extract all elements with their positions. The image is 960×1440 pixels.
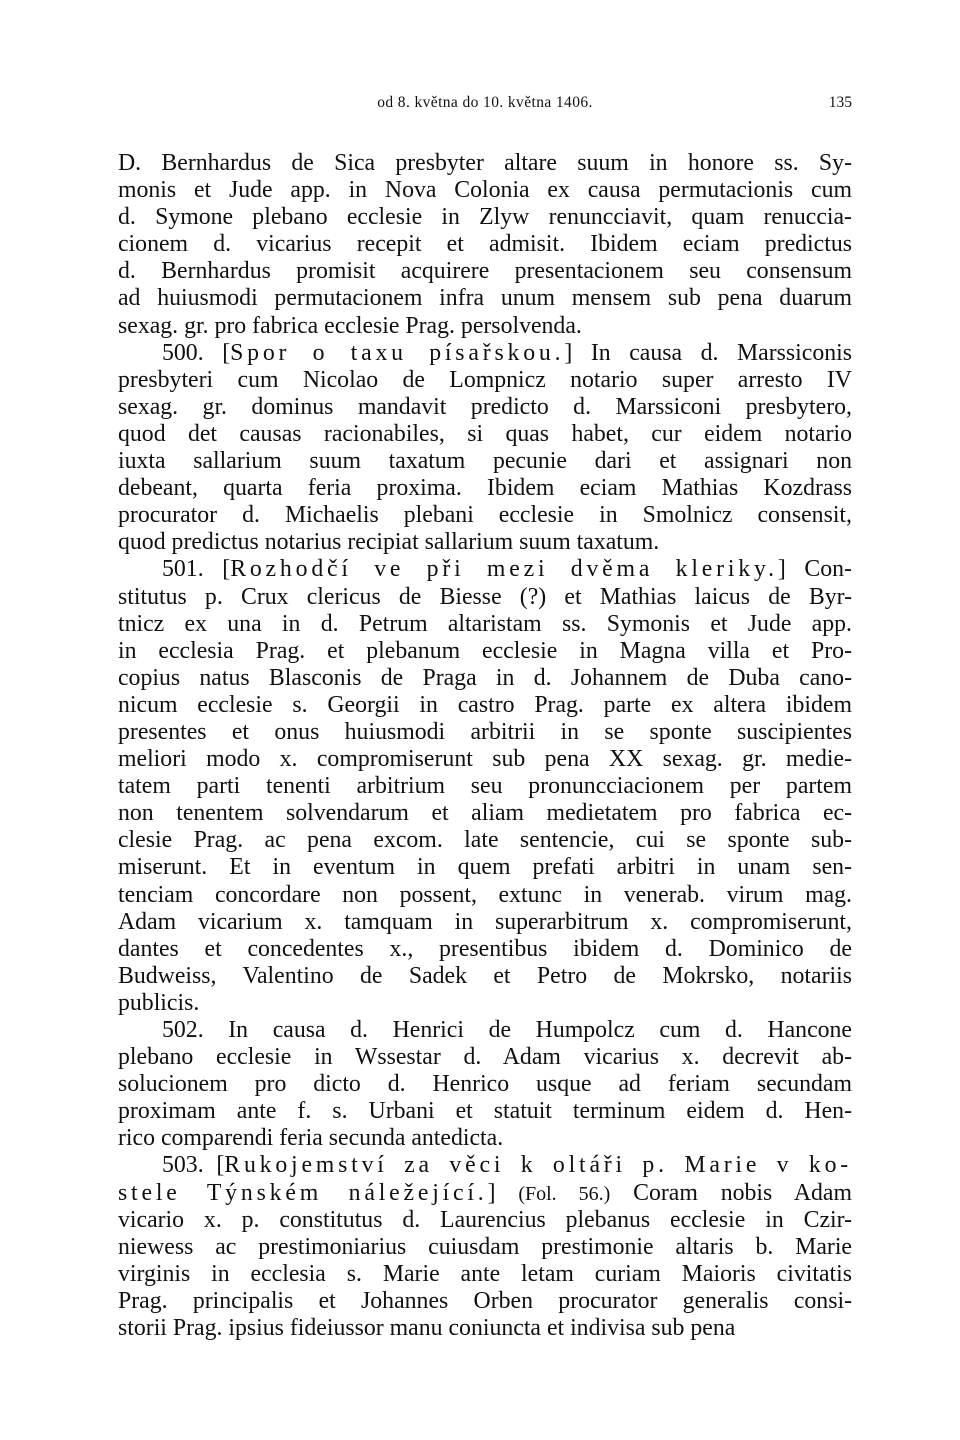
text-line bbox=[118, 367, 852, 394]
text-segment: vicario x. p. constitutus d. Laurencius plebanus ecclesie in Czir- bbox=[118, 1206, 852, 1233]
text-line bbox=[118, 1207, 852, 1234]
text-line bbox=[118, 313, 852, 340]
text-segment: 500. [ bbox=[162, 339, 231, 366]
text-line bbox=[118, 1125, 852, 1152]
text-segment: solucionem pro dicto d. Henrico usque ad feriam secundam bbox=[118, 1071, 852, 1098]
text-segment: tatem parti tenenti arbitrium seu pronuncciacionem per partem bbox=[118, 773, 852, 800]
text-line bbox=[118, 1098, 852, 1125]
text-line bbox=[118, 584, 852, 611]
text-segment: presbyteri cum Nicolao de Lompnicz notario super arresto IV bbox=[118, 366, 852, 393]
text-segment: D. Bernhardus de Sica presbyter altare suum in honore ss. Sy- bbox=[118, 150, 852, 176]
running-title: od 8. května do 10. května 1406. bbox=[377, 94, 593, 111]
text-segment: ] In causa d. Marssiconis bbox=[564, 339, 852, 366]
text-segment: 501. [ bbox=[162, 556, 231, 583]
text-line bbox=[118, 204, 852, 231]
text-line bbox=[118, 421, 852, 448]
text-line bbox=[118, 1071, 852, 1098]
text-segment: Adam vicarium x. tamquam in superarbitrum x. compromiserunt, bbox=[118, 908, 852, 935]
text-line bbox=[118, 448, 852, 475]
document-body bbox=[118, 150, 852, 1342]
text-line bbox=[118, 340, 852, 367]
text-segment: iuxta sallarium suum taxatum pecunie dari et assignari non bbox=[118, 448, 852, 475]
text-line bbox=[118, 936, 852, 963]
text-line bbox=[118, 827, 852, 854]
text-line bbox=[118, 611, 852, 638]
text-segment: meliori modo x. compromiserunt sub pena XX sexag. gr. medie- bbox=[118, 746, 852, 773]
text-line bbox=[118, 692, 852, 719]
text-line bbox=[118, 285, 852, 312]
text-segment: storii Prag. ipsius fideiussor manu coniuncta et indivisa sub pena bbox=[118, 1315, 736, 1342]
text-segment: miserunt. Et in eventum in quem prefati arbitri in unam sen- bbox=[118, 854, 852, 881]
page-number: 135 bbox=[828, 94, 852, 111]
text-line bbox=[118, 773, 852, 800]
text-line bbox=[118, 882, 852, 909]
text-line bbox=[118, 556, 852, 583]
text-segment: in ecclesia Prag. et plebanum ecclesie in Magna villa et Pro- bbox=[118, 637, 852, 664]
text-line bbox=[118, 638, 852, 665]
text-segment: d. Bernhardus promisit acquirere presentacionem seu consensum bbox=[118, 258, 852, 285]
text-line bbox=[118, 150, 852, 177]
text-segment: plebano ecclesie in Wssestar d. Adam vicarius x. decrevit ab- bbox=[118, 1044, 852, 1071]
text-line bbox=[118, 719, 852, 746]
folio-note: (Fol. 56.) bbox=[518, 1182, 611, 1205]
text-line bbox=[118, 1315, 852, 1342]
text-line bbox=[118, 990, 852, 1017]
text-segment: sexag. gr. pro fabrica ecclesie Prag. persolvenda. bbox=[118, 312, 582, 339]
text-segment: debeant, quarta feria proxima. Ibidem eciam Mathias Kozdrass bbox=[118, 475, 852, 502]
spaced-heading: Rukojemství za věci k oltáři p. Marie v ko- bbox=[224, 1152, 852, 1179]
text-segment: non tenentem solvendarum et aliam medietatem pro fabrica ec- bbox=[118, 800, 852, 827]
text-line bbox=[118, 529, 852, 556]
text-segment: quod det causas racionabiles, si quas habet, cur eidem notario bbox=[118, 420, 852, 447]
text-line bbox=[118, 475, 852, 502]
text-line bbox=[118, 1180, 852, 1207]
text-segment: Budweiss, Valentino de Sadek et Petro de Mokrsko, notariis bbox=[118, 962, 852, 989]
text-line bbox=[118, 394, 852, 421]
text-line bbox=[118, 1017, 852, 1044]
text-segment: 503. [ bbox=[162, 1152, 225, 1179]
text-line bbox=[118, 1044, 852, 1071]
text-line bbox=[118, 665, 852, 692]
text-segment: presentes et onus huiusmodi arbitrii in se sponte suscipientes bbox=[118, 718, 852, 745]
text-segment: Coram nobis Adam bbox=[610, 1179, 852, 1206]
text-segment: proximam ante f. s. Urbani et statuit terminum eidem d. Hen- bbox=[118, 1098, 852, 1125]
text-segment: stitutus p. Crux clericus de Biesse (?) et Mathias laicus de Byr- bbox=[118, 583, 852, 610]
text-line bbox=[118, 177, 852, 204]
text-line bbox=[118, 746, 852, 773]
text-segment: cionem d. vicarius recepit et admisit. Ibidem eciam predictus bbox=[118, 231, 852, 258]
text-segment: d. Symone plebano ecclesie in Zlyw renuncciavit, quam renuccia- bbox=[118, 204, 852, 231]
text-segment: dantes et concedentes x., presentibus ibidem d. Dominico de bbox=[118, 935, 852, 962]
text-segment: rico comparendi feria secunda antedicta. bbox=[118, 1125, 504, 1152]
text-segment: tenciam concordare non possent, extunc in venerab. virum mag. bbox=[118, 881, 852, 908]
text-line bbox=[118, 231, 852, 258]
text-segment: procurator d. Michaelis plebani ecclesie in Smolnicz consensit, bbox=[118, 502, 852, 529]
text-line bbox=[118, 258, 852, 285]
text-segment: 502. In causa d. Henrici de Humpolcz cum d. Hancone bbox=[162, 1017, 852, 1043]
text-segment: ] bbox=[487, 1179, 519, 1206]
text-segment: sexag. gr. dominus mandavit predicto d. Marssiconi presbytero, bbox=[118, 393, 852, 420]
text-line bbox=[118, 800, 852, 827]
text-segment: tnicz ex una in d. Petrum altaristam ss. Symonis et Jude app. bbox=[118, 610, 852, 637]
text-segment: copius natus Blasconis de Praga in d. Johannem de Duba cano- bbox=[118, 664, 852, 691]
text-line bbox=[118, 1152, 852, 1179]
text-segment: publicis. bbox=[118, 989, 200, 1016]
text-line bbox=[118, 963, 852, 990]
text-segment: Prag. principalis et Johannes Orben procurator generalis consi- bbox=[118, 1287, 852, 1314]
text-segment: ad huiusmodi permutacionem infra unum mensem sub pena duarum bbox=[118, 285, 852, 312]
text-segment: clesie Prag. ac pena excom. late sentencie, cui se sponte sub- bbox=[118, 827, 852, 854]
spaced-heading: Rozhodčí ve při mezi dvěma kleriky. bbox=[230, 556, 778, 583]
text-line bbox=[118, 854, 852, 881]
spaced-heading: Spor o taxu písařskou. bbox=[230, 339, 565, 366]
text-segment: virginis in ecclesia s. Marie ante letam curiam Maioris civitatis bbox=[118, 1260, 852, 1287]
text-segment: quod predictus notarius recipiat sallarium suum taxatum. bbox=[118, 529, 660, 556]
text-line bbox=[118, 1288, 852, 1315]
text-line bbox=[118, 1234, 852, 1261]
text-line bbox=[118, 1261, 852, 1288]
text-line bbox=[118, 502, 852, 529]
text-segment: nicum ecclesie s. Georgii in castro Prag. parte ex altera ibidem bbox=[118, 691, 852, 718]
text-segment: ] Con- bbox=[777, 556, 852, 583]
text-segment: monis et Jude app. in Nova Colonia ex causa permutacionis cum bbox=[118, 177, 852, 204]
text-segment: niewess ac prestimoniarius cuiusdam prestimonie altaris b. Marie bbox=[118, 1233, 852, 1260]
text-line bbox=[118, 909, 852, 936]
spaced-heading: stele Týnském náležející. bbox=[118, 1179, 488, 1206]
page-header bbox=[118, 94, 852, 118]
